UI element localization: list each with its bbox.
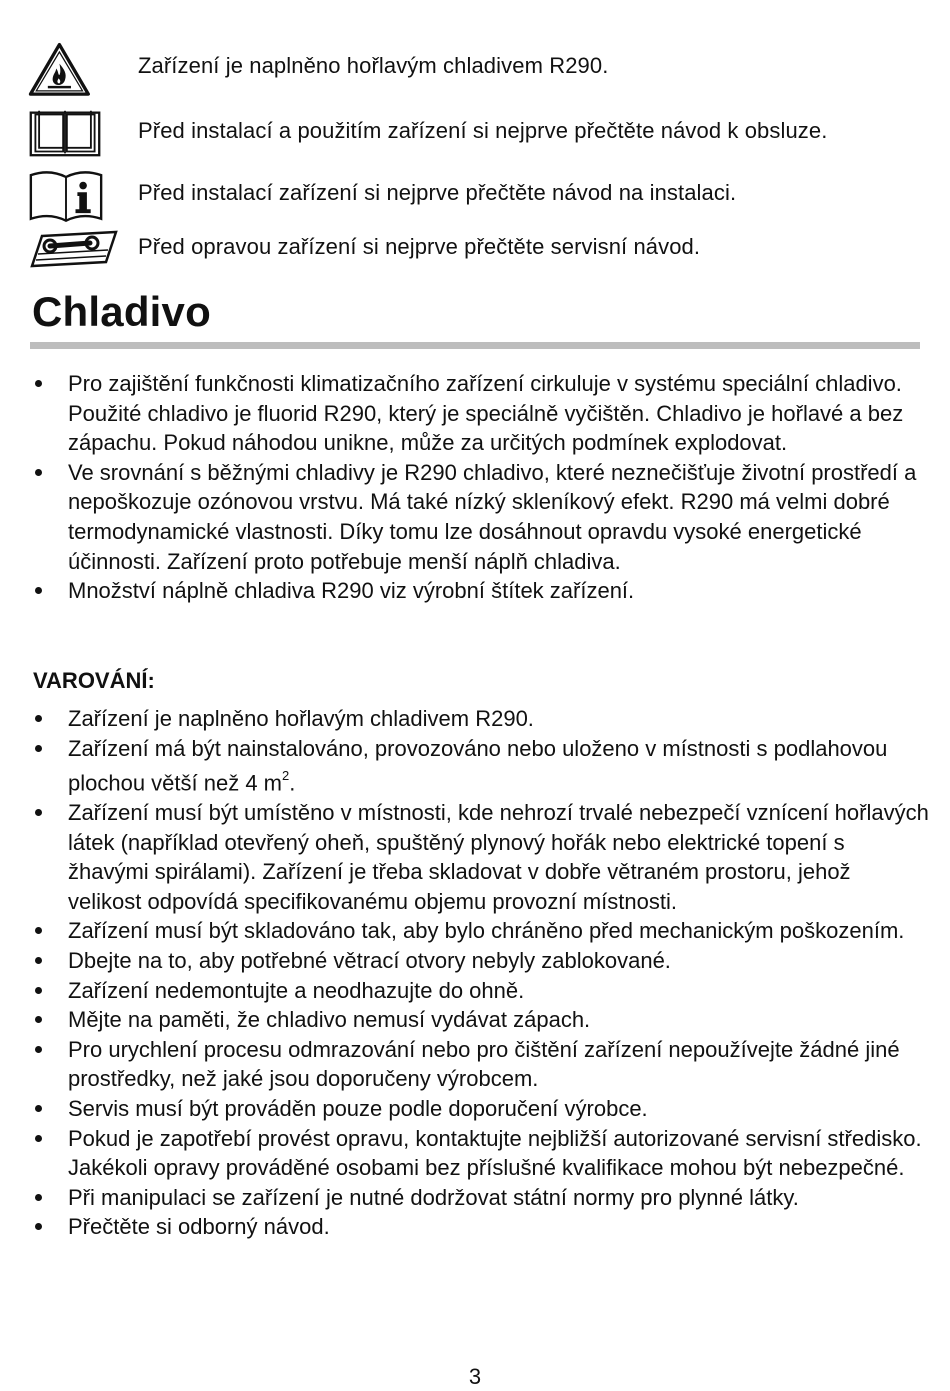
list-item-text: Zařízení má být nainstalováno, provozováno nebo uloženo v místnosti s podlahovou plochou větší než 4 m: [68, 735, 888, 796]
warning-label: VAROVÁNÍ:: [33, 668, 155, 693]
warning-list: [0, 704, 950, 1242]
section-heading: Chladivo: [32, 288, 211, 335]
page-number: 3: [468, 1364, 482, 1389]
list-item: Servis musí být prováděn pouze podle doporučení výrobce.: [0, 1094, 950, 1124]
list-item: Dbejte na to, aby potřebné větrací otvory nebyly zablokované.: [0, 946, 950, 976]
list-item: Množství náplně chladiva R290 viz výrobní štítek zařízení.: [0, 576, 950, 606]
operating-manual-icon: [28, 106, 102, 160]
symbol-text: Před instalací a použitím zařízení si nejprve přečtěte návod k obsluze.: [138, 118, 828, 143]
symbol-text: Zařízení je naplněno hořlavým chladivem R290.: [138, 53, 609, 78]
list-item: Při manipulaci se zařízení je nutné dodržovat státní normy pro plynné látky.: [0, 1183, 950, 1213]
list-item: Zařízení musí být umístěno v místnosti, kde nehrozí trvalé nebezpečí vznícení hořlavých látek (například otevřený oheň, spuštěný plynový hořák nebo elektrické topení s žhavými spirálami). Zařízení je třeba skladovat v dobře větraném prostoru, jehož velikost odpovídá specifikovanému objemu provozní místnosti.: [0, 798, 950, 916]
symbol-text: Před opravou zařízení si nejprve přečtěte servisní návod.: [138, 234, 701, 259]
list-item: Zařízení nedemontujte a neodhazujte do ohně.: [0, 976, 950, 1006]
area-suffix: .: [289, 770, 296, 796]
list-item: Zařízení je naplněno hořlavým chladivem R290.: [0, 704, 950, 734]
symbol-row-operating-manual: [28, 106, 928, 166]
refrigerant-list: [0, 369, 950, 606]
symbol-row-installation-manual: [28, 168, 928, 228]
flammable-warning-icon: [28, 38, 104, 104]
area-superscript: 2: [282, 768, 290, 784]
list-item: Pokud je zapotřebí provést opravu, kontaktujte nejbližší autorizované servisní středisko. Jakékoli opravy prováděné osobami bez příslušné kvalifikace mohou být nebezpečné.: [0, 1124, 950, 1183]
list-item: Pro zajištění funkčnosti klimatizačního zařízení cirkuluje v systému speciální chladivo. Použité chladivo je fluorid R290, který je speciálně vyčištěn. Chladivo je hořlavé a bez zápachu. Pokud náhodou unikne, může za určitých podmínek explodovat.: [0, 369, 950, 458]
symbol-row-service-manual: [28, 226, 928, 286]
list-item: Mějte na paměti, že chladivo nemusí vydávat zápach.: [0, 1005, 950, 1035]
list-item-floor-area: [0, 734, 950, 799]
list-item: Přečtěte si odborný návod.: [0, 1212, 950, 1242]
heading-divider: [30, 342, 920, 349]
list-item: Ve srovnání s běžnými chladivy je R290 chladivo, které neznečišťuje životní prostředí a nepoškozuje ozónovou vrstvu. Má také nízký skleníkový efekt. R290 má velmi dobré termodynamické vlastnosti. Díky tomu lze dosáhnout opravdu vysoké energetické účinnosti. Zařízení proto potřebuje menší náplň chladiva.: [0, 458, 950, 576]
service-manual-icon: [28, 226, 120, 270]
installation-manual-icon: [28, 168, 104, 224]
symbol-text: Před instalací zařízení si nejprve přečtěte návod na instalaci.: [138, 180, 737, 205]
symbol-row-flammable: [28, 38, 928, 98]
list-item: Pro urychlení procesu odmrazování nebo pro čištění zařízení nepoužívejte žádné jiné prostředky, než jaké jsou doporučeny výrobcem.: [0, 1035, 950, 1094]
list-item: Zařízení musí být skladováno tak, aby bylo chráněno před mechanickým poškozením.: [0, 916, 950, 946]
